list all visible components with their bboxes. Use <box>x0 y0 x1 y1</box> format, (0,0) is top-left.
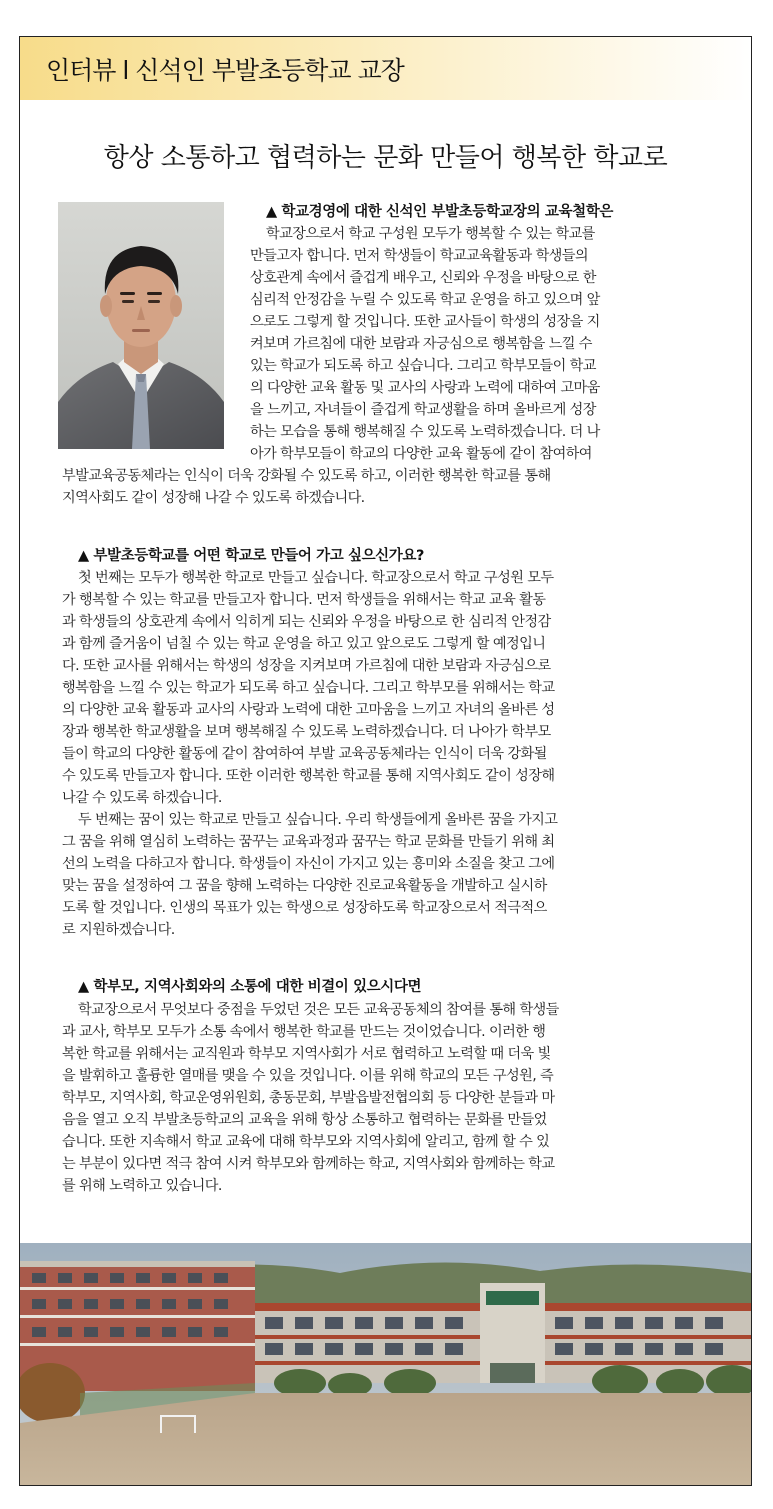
paragraph-line: 맞는 꿈을 설정하여 그 꿈을 향해 노력하는 다양한 진로교육활동을 개발하고 실시하 <box>62 878 547 894</box>
paragraph-line: 들이 학교의 다양한 활동에 같이 참여하여 부발 교육공동체라는 인식이 더욱 강화될 <box>62 746 547 762</box>
paragraph-line: 과 학생들의 상호관계 속에서 익히게 되는 신뢰와 우정을 바탕으로 한 심리적 안정감 <box>62 614 551 630</box>
paragraph-line: 학교장으로서 무엇보다 중점을 두었던 것은 모든 교육공동체의 참여를 통해 학생들 <box>78 1002 559 1018</box>
paragraph-line: 학교장으로서 학교 구성원 모두가 행복할 수 있는 학교를 <box>266 226 595 242</box>
paragraph-line: 하는 모습을 통해 행복해질 수 있도록 노력하겠습니다. 더 나 <box>250 424 600 440</box>
paragraph-line: 으로도 그렇게 할 것입니다. 또한 교사들이 학생의 성장을 지 <box>250 314 600 330</box>
paragraph-line: 는 부분이 있다면 적극 참여 시켜 학부모와 함께하는 학교, 지역사회와 함께하는 학교 <box>62 1156 555 1172</box>
paragraph-line: 를 위해 노력하고 있습니다. <box>62 1178 222 1194</box>
paragraph-line: 의 다양한 교육 활동 및 교사의 사랑과 노력에 대하여 고마움 <box>250 380 600 396</box>
paragraph-line: 지역사회도 같이 성장해 나갈 수 있도록 하겠습니다. <box>62 490 365 506</box>
paragraph-line: 두 번째는 꿈이 있는 학교로 만들고 싶습니다. 우리 학생들에게 올바른 꿈을 가지고 <box>78 812 558 828</box>
article-frame <box>19 36 752 1486</box>
paragraph-line: 만들고자 합니다. 먼저 학생들이 학교교육활동과 학생들의 <box>250 248 588 264</box>
paragraph-line: 음을 열고 오직 부발초등학교의 교육을 위해 항상 소통하고 협력하는 문화를 만들었 <box>62 1112 547 1128</box>
paragraph-line: 복한 학교를 위해서는 교직원과 학부모 지역사회가 서로 협력하고 노력할 때 더욱 빛 <box>62 1046 551 1062</box>
paragraph-line: 로 지원하겠습니다. <box>62 922 175 938</box>
question-2: ▲ 부발초등학교를 어떤 학교로 만들어 가고 싶으신가요? <box>78 548 425 564</box>
paragraph-line: 습니다. 또한 지속해서 학교 교육에 대해 학부모와 지역사회에 알리고, 함께 할 수 있 <box>62 1134 550 1150</box>
paragraph-line: 켜보며 가르침에 대한 보람과 자긍심으로 행복함을 느낄 수 <box>250 336 592 352</box>
paragraph-line: 있는 학교가 되도록 하고 싶습니다. 그리고 학부모들이 학교 <box>250 358 596 374</box>
paragraph-line: 과 함께 즐거움이 넘칠 수 있는 학교 운영을 하고 있고 앞으로도 그렇게 할 예정입니 <box>62 636 546 652</box>
question-3: ▲ 학부모, 지역사회와의 소통에 대한 비결이 있으시다면 <box>78 979 422 995</box>
paragraph-line: 과 교사, 학부모 모두가 소통 속에서 행복한 학교를 만드는 것이었습니다. 이러한 행 <box>62 1024 546 1040</box>
article-headline: 항상 소통하고 협력하는 문화 만들어 행복한 학교로 <box>103 143 668 173</box>
paragraph-line: 행복함을 느낄 수 있는 학교가 되도록 하고 싶습니다. 그리고 학부모를 위해서는 학교 <box>62 680 555 696</box>
paragraph-line: 선의 노력을 다하고자 합니다. 학생들이 자신이 가지고 있는 흥미와 소질을 찾고 그에 <box>62 856 555 872</box>
paragraph-line: 을 발휘하고 훌륭한 열매를 맺을 수 있을 것입니다. 이를 위해 학교의 모든 구성원, 즉 <box>62 1068 554 1084</box>
portrait-illustration <box>58 202 224 449</box>
paragraph-line: 장과 행복한 학교생활을 보며 행복해질 수 있도록 노력하겠습니다. 더 나아가 학부모 <box>62 724 551 740</box>
paragraph-line: 첫 번째는 모두가 행복한 학교로 만들고 싶습니다. 학교장으로서 학교 구성원 모두 <box>78 570 554 586</box>
principal-portrait <box>58 202 224 449</box>
paragraph-line: 상호관계 속에서 즐겁게 배우고, 신뢰와 우정을 바탕으로 한 <box>250 270 596 286</box>
paragraph-line: 아가 학부모들이 학교의 다양한 교육 활동에 같이 참여하여 <box>250 446 592 462</box>
paragraph-line: 가 행복할 수 있는 학교를 만들고자 합니다. 먼저 학생들을 위해서는 학교 교육 활동 <box>62 592 546 608</box>
paragraph-line: 을 느끼고, 자녀들이 즐겁게 학교생활을 하며 올바르게 성장 <box>250 402 596 418</box>
section-title: 인터뷰 l 신석인 부발초등학교 교장 <box>46 56 404 85</box>
paragraph-line: 의 다양한 교육 활동과 교사의 사랑과 노력에 대한 고마움을 느끼고 자녀의 올바른 성 <box>62 702 555 718</box>
paragraph-line: 부발교육공동체라는 인식이 더욱 강화될 수 있도록 하고, 이러한 행복한 학교를 통해 <box>62 468 551 484</box>
question-1: ▲ 학교경영에 대한 신석인 부발초등학교장의 교육철학은 <box>266 204 613 220</box>
header-bar <box>20 37 751 100</box>
school-illustration <box>20 1243 751 1485</box>
paragraph-line: 도록 할 것입니다. 인생의 목표가 있는 학생으로 성장하도록 학교장으로서 적극적으 <box>62 900 547 916</box>
paragraph-line: 학부모, 지역사회, 학교운영위원회, 총동문회, 부발읍발전협의회 등 다양한 분들과 마 <box>62 1090 555 1106</box>
school-building-photo <box>20 1243 751 1485</box>
paragraph-line: 수 있도록 만들고자 합니다. 또한 이러한 행복한 학교를 통해 지역사회도 같이 성장해 <box>62 768 555 784</box>
paragraph-line: 나갈 수 있도록 하겠습니다. <box>62 790 222 806</box>
paragraph-line: 심리적 안정감을 누릴 수 있도록 학교 운영을 하고 있으며 앞 <box>250 292 600 308</box>
paragraph-line: 다. 또한 교사를 위해서는 학생의 성장을 지켜보며 가르침에 대한 보람과 자긍심으로 <box>62 658 551 674</box>
paragraph-line: 그 꿈을 위해 열심히 노력하는 꿈꾸는 교육과정과 꿈꾸는 학교 문화를 만들기 위해 최 <box>62 834 555 850</box>
